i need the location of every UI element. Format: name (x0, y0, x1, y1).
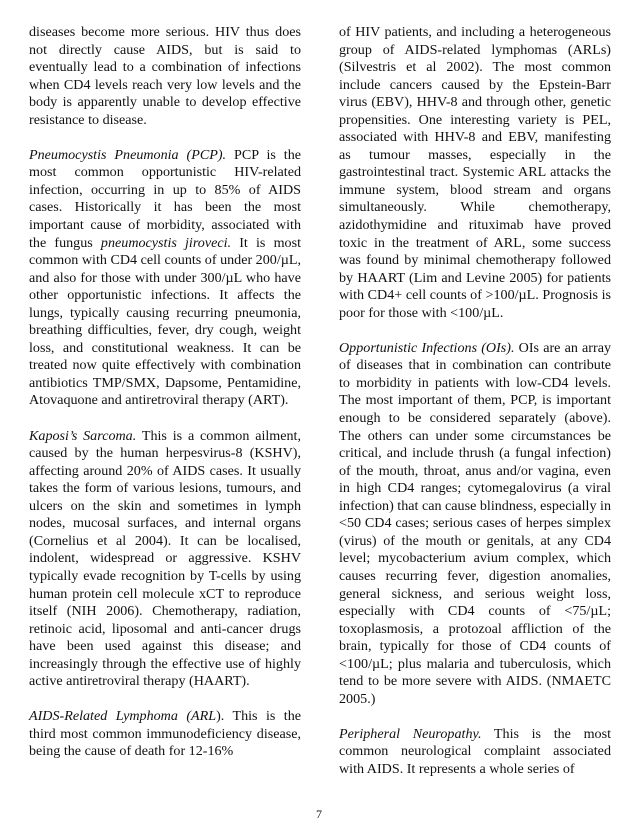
kaposi-text: This is a common ailment, caused by the human herpesvirus-8 (KSHV), affecting around 20% of AIDS cases. It usually takes the form of various lesions, tumours, and ulcers on the skin and sometimes in lymph nodes, mucosal surfaces, and internal organs (Cornelius et al 2004). It can be localised, indolent, widespread or aggressive. KSHV typically evade recognition by T-cells by using human protein cell molecule xCT to reproduce itself (NIH 2006). Chemotherapy, radiation, retinoic acid, liposomal and anti-cancer drugs have been used against this disease; and increasingly through the effective use of highly active antiretroviral therapy (HAART). (29, 427, 301, 690)
pcp-heading: Pneumocystis Pneumonia (PCP). (29, 146, 227, 163)
neuropathy-heading: Peripheral Neuropathy. (339, 725, 482, 742)
neuropathy-text: This is the most common neurological complaint associated with AIDS. It represents a whole series of (339, 725, 611, 777)
kaposi-paragraph (29, 428, 301, 691)
page-number: 7 (316, 807, 322, 821)
right-column (339, 24, 611, 779)
ois-text: OIs are an array of diseases that in combination can contribute to morbidity in patients with low-CD4 levels. The most important of them, PCP, is important enough to be considered separately (above). The others can under some circumstances be critical, and include thrush (a fungal infection) of the mouth, throat, anus and/or vagina, even in high CD4 ranges; cytomegalovirus (a viral infection) that can cause blindness, especially in <50 CD4 cases; serious cases of herpes simplex (virus) of the mouth or genitals, at any CD4 level; mycobacterium avium complex, which causes recurring fever, digestion anomalies, general sickness, and serious weight loss, especially with CD4 counts of <75/µL; toxoplasmosis, a protozoal affliction of the brain, typically for those of CD4 counts of <100/µL; plus malaria and tuberculosis, which tend to be more severe with AIDS. (NMAETC 2005.) (339, 339, 611, 707)
arl-text: ). This is the third most common immunodeficiency disease, being the cause of death for 12-16% (29, 708, 302, 760)
arl-continued-paragraph (339, 24, 611, 322)
ois-heading: Opportunistic Infections (OIs). (339, 339, 515, 356)
pcp-paragraph (29, 147, 301, 410)
kaposi-heading: Kaposi’s Sarcoma. (29, 427, 137, 444)
neuropathy-paragraph (339, 726, 611, 779)
pcp-text-2: It is most common with CD4 cell counts of under 200/µL, and also for those with under 300/µL who have other opportunistic infections. It affects the lungs, typically causing recurring pneumonia, breathing difficulties, fever, dry cough, weight loss, and constitutional weakness. It can be treated now quite effectively with combination antibiotics TMP/SMX, Dapsome, Pentamidine, Atovaquone and antiretroviral therapy (ART). (29, 234, 301, 409)
left-column (29, 24, 301, 761)
intro-text: diseases become more serious. HIV thus does not directly cause AIDS, but is said to eventually lead to a combination of infections when CD4 levels reach very low levels and the body is apparently unable to develop effective resistance to disease. (29, 24, 301, 128)
arl-heading: AIDS-Related Lymphoma (ARL (29, 708, 217, 725)
ois-paragraph (339, 340, 611, 708)
arl-paragraph (29, 708, 301, 761)
pcp-species: pneumocystis jiroveci. (100, 234, 232, 251)
pcp-text-1: PCP is the most common opportunistic HIV-related infection, occurring in up to 85% of AIDS cases. Historically it has been the most important cause of morbidity, associated with the fungus (29, 146, 301, 251)
intro-paragraph (29, 24, 301, 129)
arl-continued-text: of HIV patients, and including a heterogeneous group of AIDS-related lymphomas (ARLs) (Silvestris et al 2002). The most common include cancers caused by the Epstein-Barr virus (EBV), HHV-8 and through other, genetic propensities. One interesting variety is PEL, associated with HHV-8 and EBV, manifesting as tumour masses, especially in the gastrointestinal tract. Systemic ARL attacks the immune system, blood stream and organs simultaneously. While chemotherapy, azidothymidine and rituximab have proved toxic in the treatment of ARL, some success was found by minimal chemotherapy followed by HAART (Lim and Levine 2005) for patients with CD4+ cell counts of >100/µL. Prognosis is poor for those with <100/µL. (339, 24, 611, 321)
